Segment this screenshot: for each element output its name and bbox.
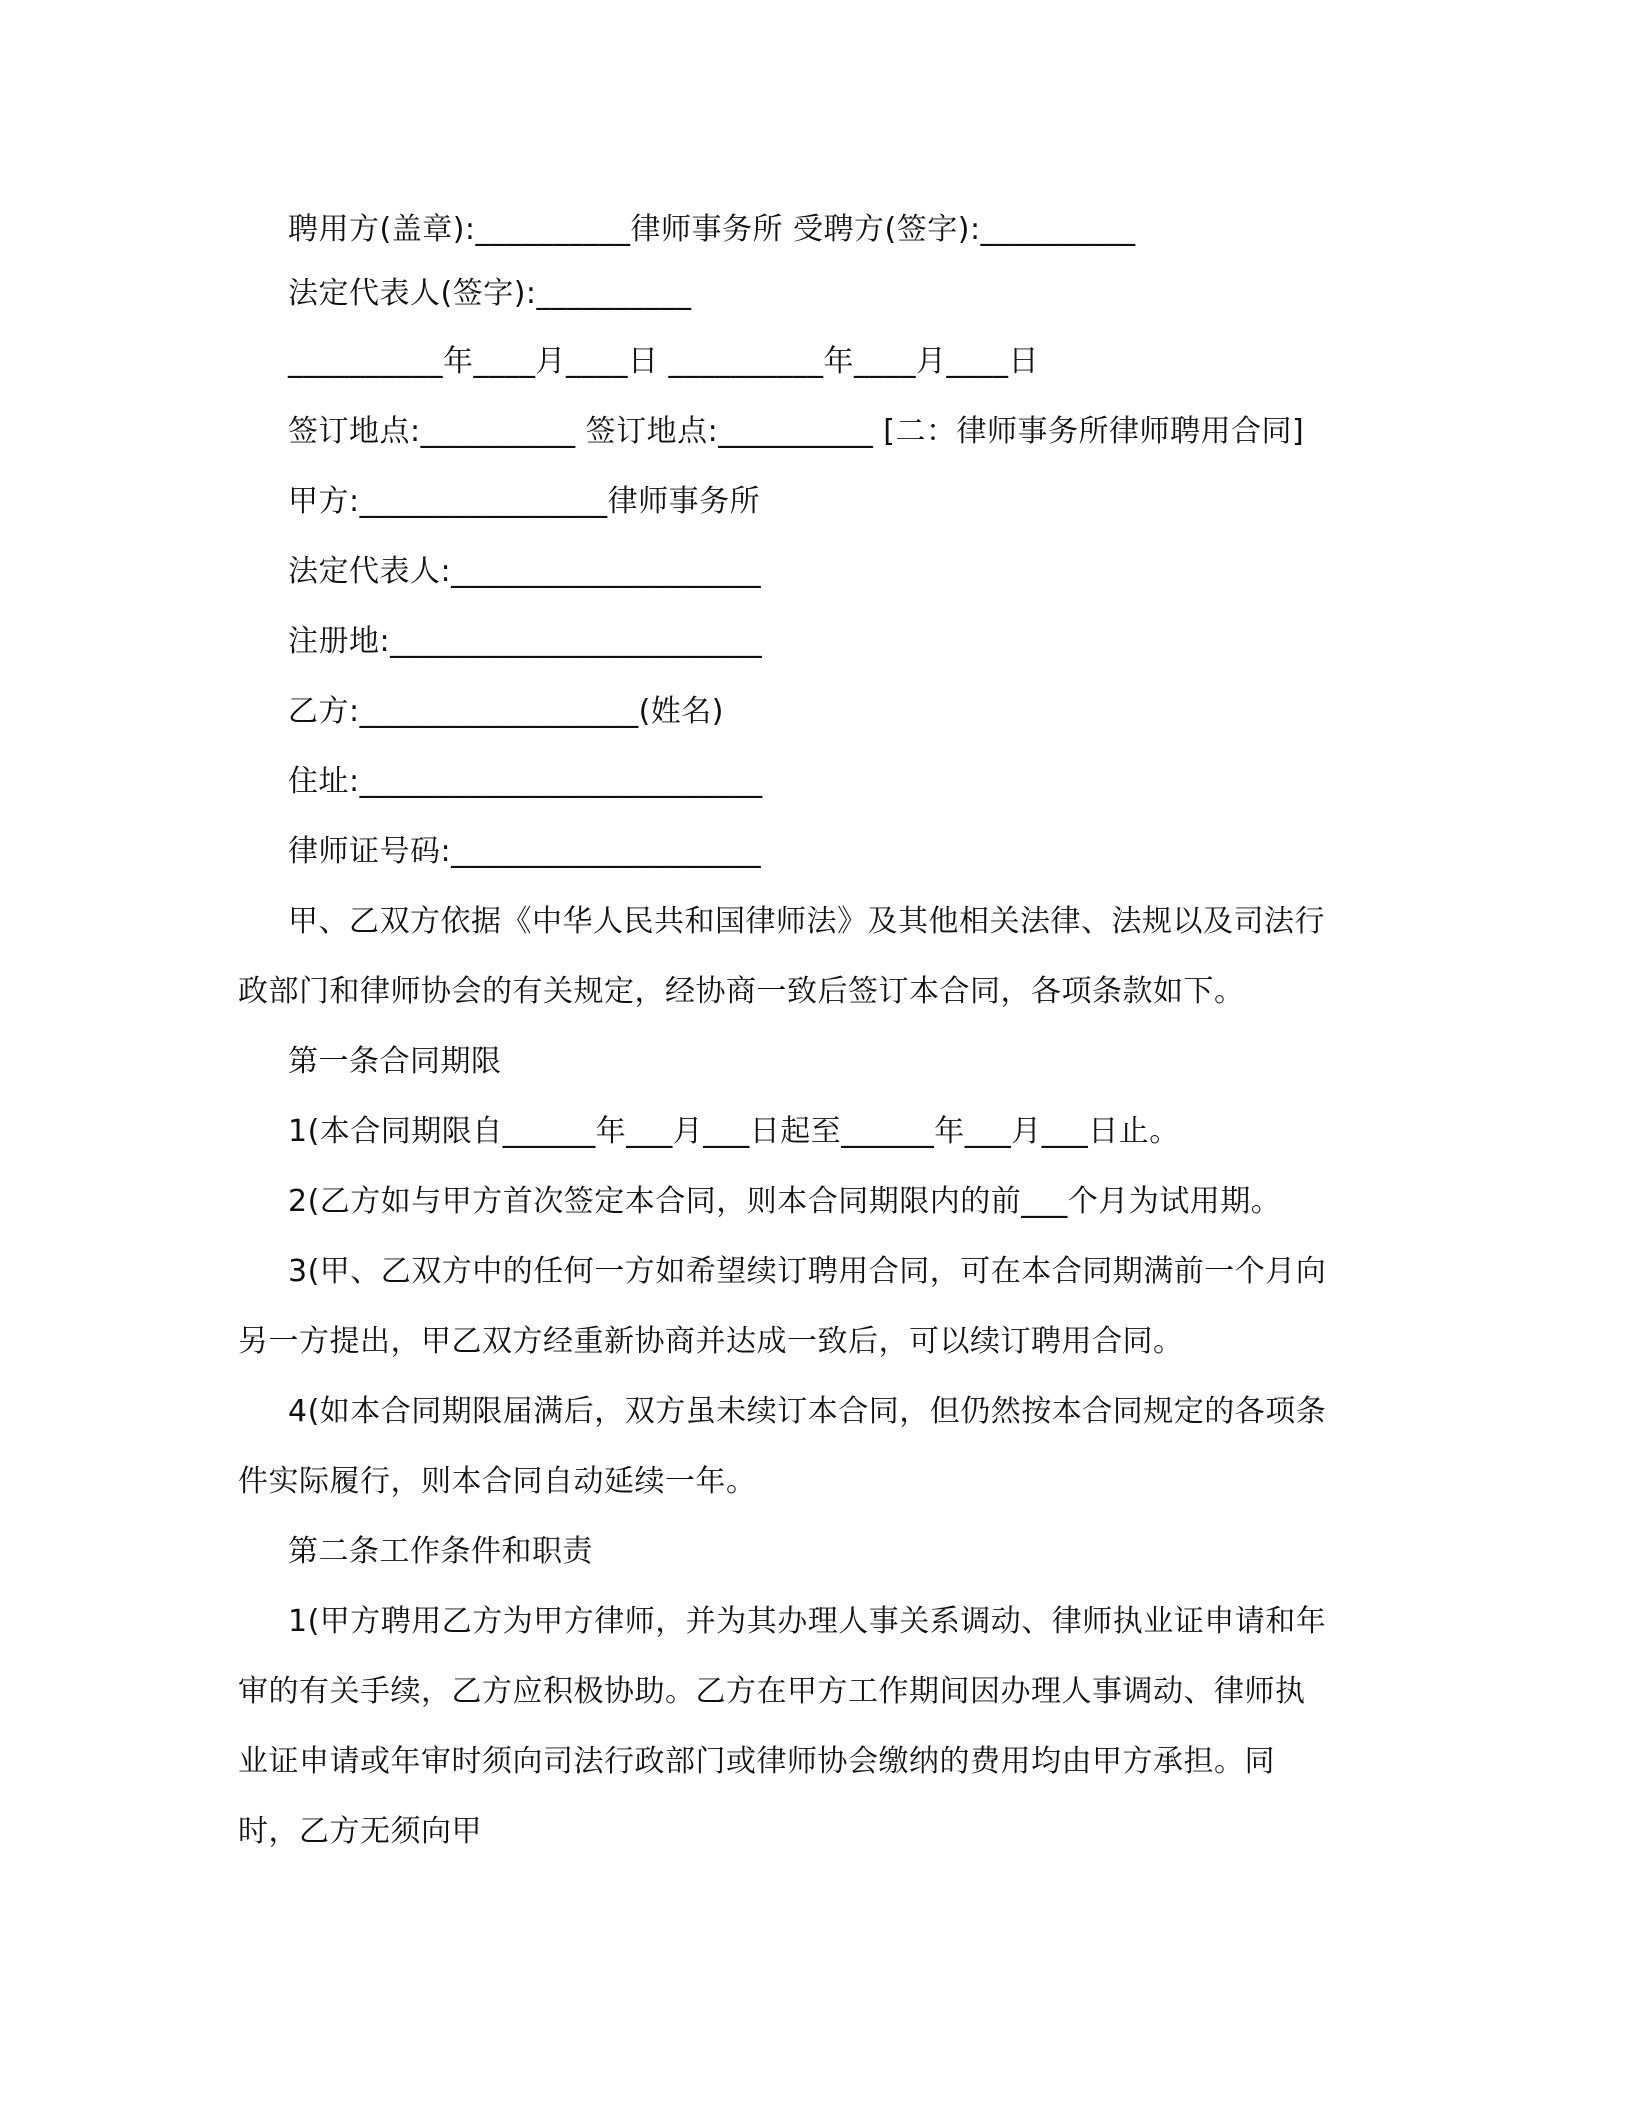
party-a-line: 甲方:________________律师事务所 xyxy=(288,484,761,519)
registered-address-line: 注册地:________________________ xyxy=(288,624,763,659)
article-2-heading: 第二条工作条件和职责 xyxy=(288,1534,593,1569)
article-2-item-1-line-4: 时，乙方无须向甲 xyxy=(238,1814,482,1849)
article-1-item-3-line-1: 3(甲、乙双方中的任何一方如希望续订聘用合同，可在本合同期满前一个月向 xyxy=(288,1254,1327,1289)
article-1-heading: 第一条合同期限 xyxy=(288,1044,502,1079)
signing-place-line: 签订地点:__________ 签订地点:__________ [二：律师事务所律师聘用合同] xyxy=(288,414,1305,449)
date-line: __________年____月____日 __________年____月____日 xyxy=(288,344,1040,379)
legal-rep-signature-line: 法定代表人(签字):__________ xyxy=(288,276,692,311)
preamble-line-2: 政部门和律师协会的有关规定，经协商一致后签订本合同，各项条款如下。 xyxy=(238,974,1245,1009)
article-2-item-1-line-1: 1(甲方聘用乙方为甲方律师，并为其办理人事关系调动、律师执业证申请和年 xyxy=(288,1604,1327,1639)
legal-rep-line: 法定代表人:____________________ xyxy=(288,554,762,589)
party-b-line: 乙方:__________________(姓名) xyxy=(288,694,725,729)
article-2-item-1-line-2: 审的有关手续，乙方应积极协助。乙方在甲方工作期间因办理人事调动、律师执 xyxy=(238,1674,1306,1709)
article-2-item-1-line-3: 业证申请或年审时须向司法行政部门或律师协会缴纳的费用均由甲方承担。同 xyxy=(238,1744,1275,1779)
article-1-item-4-line-2: 件实际履行，则本合同自动延续一年。 xyxy=(238,1464,757,1499)
signature-employer-line: 聘用方(盖章):__________律师事务所 受聘方(签字):__________ xyxy=(288,212,1136,247)
address-line: 住址:__________________________ xyxy=(288,764,763,799)
article-1-item-3-line-2: 另一方提出，甲乙双方经重新协商并达成一致后，可以续订聘用合同。 xyxy=(238,1324,1184,1359)
article-1-item-1: 1(本合同期限自______年___月___日起至______年___月___日止。 xyxy=(288,1114,1180,1149)
article-1-item-2: 2(乙方如与甲方首次签定本合同，则本合同期限内的前___个月为试用期。 xyxy=(288,1184,1282,1219)
preamble-line-1: 甲、乙双方依据《中华人民共和国律师法》及其他相关法律、法规以及司法行 xyxy=(288,904,1325,939)
lawyer-cert-line: 律师证号码:____________________ xyxy=(288,834,762,869)
article-1-item-4-line-1: 4(如本合同期限届满后，双方虽未续订本合同，但仍然按本合同规定的各项条 xyxy=(288,1394,1327,1429)
